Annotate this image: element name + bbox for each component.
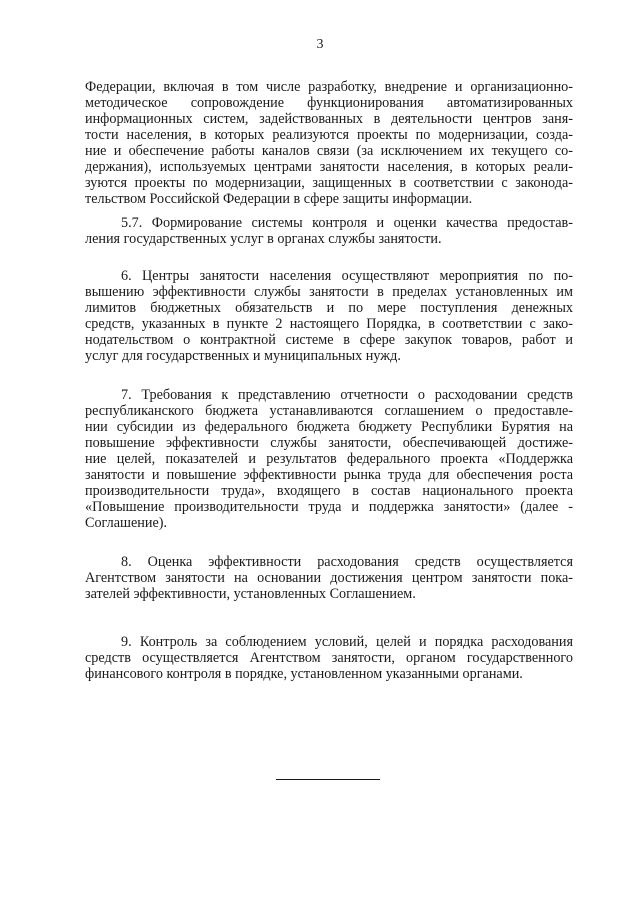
text-line: 9. Контроль за соблюдением условий, целей и порядка расходования bbox=[121, 634, 573, 650]
page-number: 3 bbox=[316, 37, 324, 52]
text-line: «Повышение производительности труда и поддержка занятости» (далее - bbox=[85, 499, 573, 515]
text-line: занятости и повышение эффективности рынка труда для обеспечения роста bbox=[85, 467, 573, 483]
text-line: повышение эффективности службы занятости, обеспечивающей достиже- bbox=[85, 435, 573, 451]
text-line: ние и обеспечение работы каналов связи (за исключением их текущего со- bbox=[85, 143, 573, 159]
text-line: методическое сопровождение функционирования автоматизированных bbox=[85, 95, 573, 111]
text-line: финансового контроля в порядке, установленном указанными органами. bbox=[85, 666, 523, 682]
text-line: ние целей, показателей и результатов федерального проекта «Поддержка bbox=[85, 451, 573, 467]
text-line: нии субсидии из федерального бюджета бюджету Республики Бурятия на bbox=[85, 419, 573, 435]
text-line: 6. Центры занятости населения осуществляют мероприятия по по- bbox=[121, 268, 573, 284]
text-line: лимитов бюджетных обязательств и по мере поступления денежных bbox=[85, 300, 573, 316]
text-line: зателей эффективности, установленных Соглашением. bbox=[85, 586, 416, 602]
text-line: информационных систем, задействованных в деятельности центров заня- bbox=[85, 111, 573, 127]
text-line: средств, указанных в пункте 2 настоящего Порядка, в соответствии с зако- bbox=[85, 316, 573, 332]
text-line: вышению эффективности службы занятости в пределах установленных им bbox=[85, 284, 573, 300]
text-line: услуг для государственных и муниципальных нужд. bbox=[85, 348, 401, 364]
text-line: Федерации, включая в том числе разработку, внедрение и организационно- bbox=[85, 79, 573, 95]
text-line: производительности труда», входящего в состав национального проекта bbox=[85, 483, 573, 499]
text-line: ления государственных услуг в органах службы занятости. bbox=[85, 231, 442, 247]
text-line: 7. Требования к представлению отчетности о расходовании средств bbox=[121, 387, 573, 403]
text-line: 5.7. Формирование системы контроля и оценки качества предостав- bbox=[121, 215, 573, 231]
text-line: Соглашение). bbox=[85, 515, 168, 531]
text-line: держания), используемых центрами занятости населения, в которых реали- bbox=[85, 159, 573, 175]
text-line: 8. Оценка эффективности расходования средств осуществляется bbox=[121, 554, 573, 570]
text-line: тости населения, в которых реализуются проекты по модернизации, созда- bbox=[85, 127, 573, 143]
end-separator-line bbox=[276, 779, 380, 780]
text-line: республиканского бюджета устанавливаются соглашением о предоставле- bbox=[85, 403, 573, 419]
text-line: нодательством о контрактной системе в сфере закупок товаров, работ и bbox=[85, 332, 573, 348]
text-line: зуются проекты по модернизации, защищенных в соответствии с законода- bbox=[85, 175, 573, 191]
text-line: Агентством занятости на основании достижения центром занятости пока- bbox=[85, 570, 573, 586]
text-line: средств осуществляется Агентством занятости, органом государственного bbox=[85, 650, 573, 666]
text-line: тельством Российской Федерации в сфере защиты информации. bbox=[85, 191, 473, 207]
